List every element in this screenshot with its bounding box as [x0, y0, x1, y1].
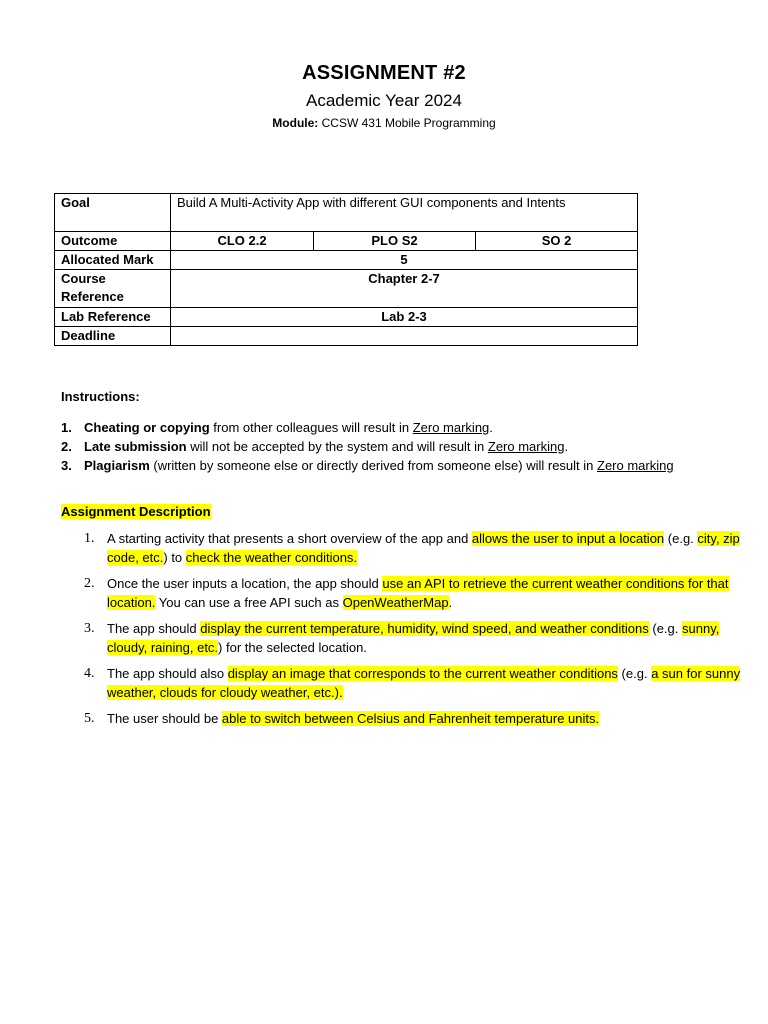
item-text: The app should also display an image that corresponds to the current weather conditions (e.g. a sun for sunny weather, clouds for cloudy weather, etc.).	[107, 666, 741, 700]
goal-label: Goal	[55, 194, 171, 232]
page-title: ASSIGNMENT #2	[302, 62, 466, 84]
description-list	[84, 529, 744, 735]
academic-year: Academic Year 2024	[306, 91, 462, 110]
item-text: Late submission will not be accepted by the system and will result in Zero marking.	[84, 439, 569, 454]
course-value: Chapter 2-7	[171, 270, 638, 308]
item-text: Cheating or copying from other colleagues will result in Zero marking.	[84, 420, 493, 435]
item-text: The app should display the current temperature, humidity, wind speed, and weather conditions (e.g. sunny, cloudy, raining, etc.) for the selected location.	[107, 621, 720, 655]
list-item	[84, 619, 744, 657]
table-row-deadline	[55, 327, 638, 346]
item-number: 4.	[84, 666, 95, 681]
item-text: A starting activity that presents a short overview of the app and allows the user to input a location (e.g. city, zip code, etc.) to check the weather conditions.	[107, 531, 740, 565]
list-item	[84, 529, 744, 567]
outcome-label: Outcome	[55, 232, 171, 251]
item-number: 5.	[84, 711, 95, 726]
deadline-value	[171, 327, 638, 346]
course-label: Course Reference	[55, 270, 171, 308]
outcome-so: SO 2	[476, 232, 638, 251]
table-row-allocated	[55, 251, 638, 270]
outcome-clo: CLO 2.2	[171, 232, 314, 251]
module-label: Module:	[272, 116, 319, 130]
lab-value: Lab 2-3	[171, 308, 638, 327]
list-item	[61, 456, 741, 475]
list-item	[61, 418, 741, 437]
table-row-outcome	[55, 232, 638, 251]
item-text: Once the user inputs a location, the app should use an API to retrieve the current weather conditions for that location. You can use a free API such as OpenWeatherMap.	[107, 576, 729, 610]
table-row-lab	[55, 308, 638, 327]
module-line	[0, 116, 768, 130]
table-row-goal	[55, 194, 638, 232]
item-text: Plagiarism (written by someone else or directly derived from someone else) will result in Zero marking	[84, 458, 674, 473]
allocated-label: Allocated Mark	[55, 251, 171, 270]
deadline-label: Deadline	[55, 327, 171, 346]
item-number: 2.	[84, 576, 95, 591]
item-number: 1.	[61, 420, 72, 435]
instructions-list	[61, 418, 741, 475]
assignment-info-table	[54, 193, 638, 346]
list-item	[61, 437, 741, 456]
instructions-heading: Instructions:	[61, 389, 140, 404]
list-item	[84, 574, 744, 612]
goal-value: Build A Multi-Activity App with different GUI components and Intents	[171, 194, 638, 232]
list-item	[84, 664, 744, 702]
description-heading: Assignment Description	[61, 504, 211, 519]
module-value: CCSW 431 Mobile Programming	[318, 116, 496, 130]
list-item	[84, 709, 744, 728]
item-text: The user should be able to switch between Celsius and Fahrenheit temperature units.	[107, 711, 600, 726]
table-row-course	[55, 270, 638, 308]
item-number: 3.	[84, 621, 95, 636]
item-number: 1.	[84, 531, 95, 546]
item-number: 2.	[61, 439, 72, 454]
item-number: 3.	[61, 458, 72, 473]
outcome-plo: PLO S2	[314, 232, 476, 251]
lab-label: Lab Reference	[55, 308, 171, 327]
allocated-value: 5	[171, 251, 638, 270]
